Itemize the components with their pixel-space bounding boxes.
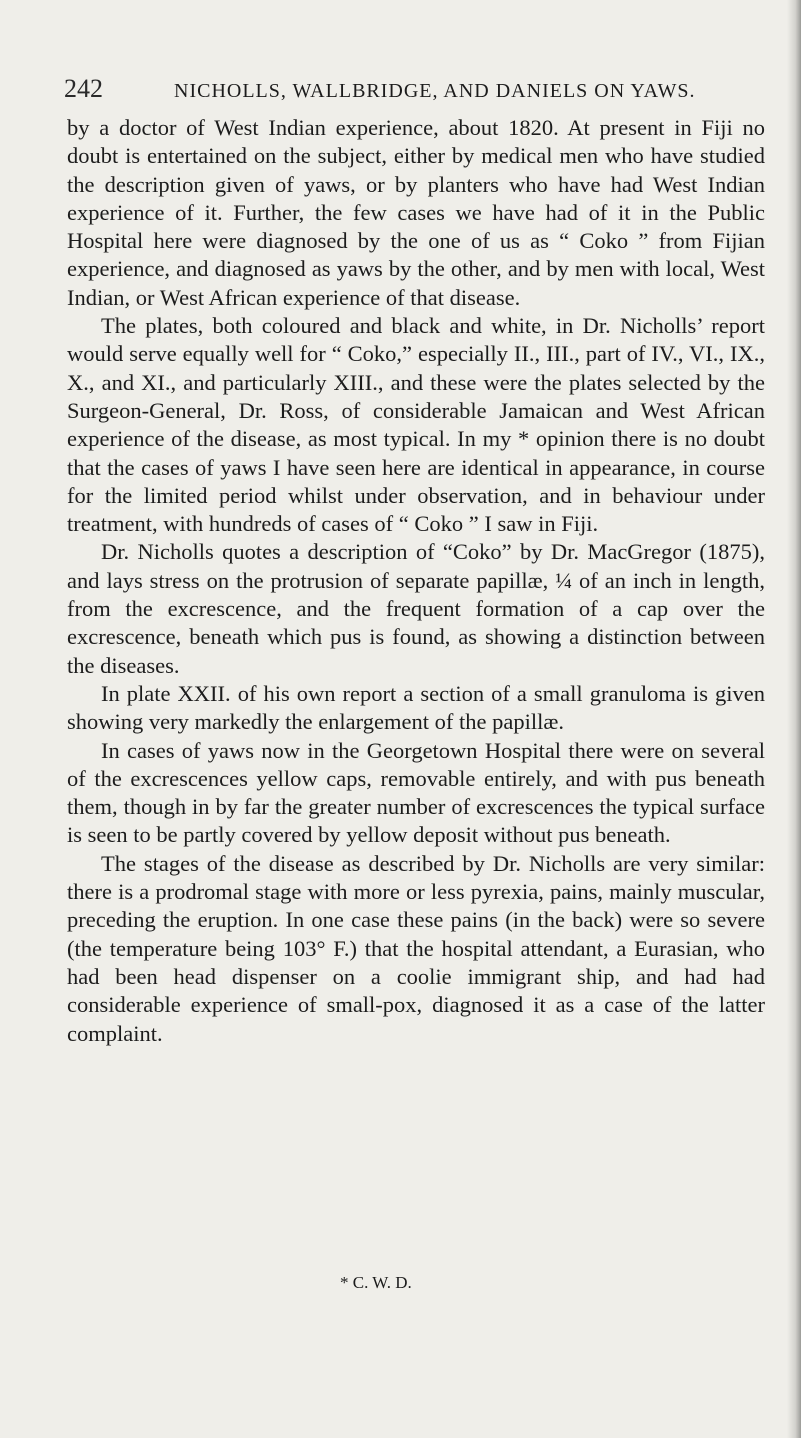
running-head: NICHOLLS, WALLBRIDGE, AND DANIELS ON YAWS. [174,80,696,102]
page-header [64,74,764,104]
paragraph-stages: The stages of the disease as described by Dr. Nicholls are very similar: there is a prodromal stage with more or less pyrexia, pains, mainly muscular, preceding the eruption. In one case these pains (in the back) were so severe (the temperature being 103° F.) that the hospital attendant, a Eurasian, who had been head dispenser on a coolie immigrant ship, and had had considerable experience of small-pox, diagnosed it as a case of the latter complaint. [67,850,765,1046]
page-edge-shadow [787,0,801,1438]
paragraph-continuation: by a doctor of West Indian experience, about 1820. At present in Fiji no doubt is entertained on the subject, either by medical men who have studied the description given of yaws, or by planters who have had West Indian experience of it. Further, the few cases we have had of it in the Public Hospital here were diagnosed by the one of us as “ Coko ” from Fijian experience, and diagnosed as yaws by the other, and by men with local, West Indian, or West African experience of that disease. [67,115,765,310]
paragraph-macgregor: Dr. Nicholls quotes a description of “Coko” by Dr. MacGregor (1875), and lays stress on the protrusion of separate papillæ, ¼ of an inch in length, from the excrescence, and the frequent formation of a cap over the excrescence, beneath which pus is found, as showing a distinction between the diseases. [67,539,765,678]
body-text [67,114,765,1048]
paragraph-plates: The plates, both coloured and black and white, in Dr. Nicholls’ report would serve equally well for “ Coko,” especially II., III., part of IV., VI., IX., X., and XI., and particularly XIII., and these were the plates selected by the Surgeon-General, Dr. Ross, of considerable Jamaican and West African experience of the disease, as most typical. In my * opinion there is no doubt that the cases of yaws I have seen here are identical in appearance, in course for the limited period whilst under observation, and in behaviour under treatment, with hundreds of cases of “ Coko ” I saw in Fiji. [67,313,765,537]
footnote: * C. W. D. [340,1273,412,1292]
paragraph-georgetown: In cases of yaws now in the Georgetown Hospital there were on several of the excrescences yellow caps, removable entirely, and with pus beneath them, though in by far the greater number of excrescences the typical surface is seen to be partly covered by yellow deposit without pus beneath. [67,737,765,848]
page-number: 242 [64,74,103,103]
paragraph-plate-xxii: In plate XXII. of his own report a section of a small granuloma is given showing very markedly the enlargement of the papillæ. [67,680,765,735]
